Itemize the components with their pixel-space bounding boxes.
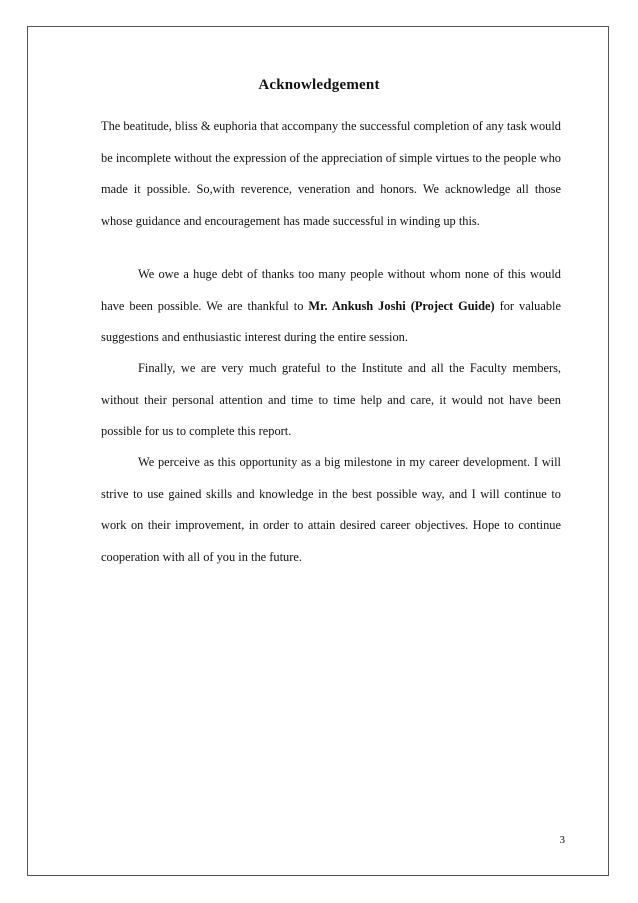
paragraph-intro: The beatitude, bliss & euphoria that accompany the successful completion of any task would be incomplete without the expression of the appreciation of simple virtues to the people who made it possible. So,with reverence, veneration and honors. We acknowledge all those whose guidance and encouragement has made successful in winding up this. bbox=[101, 119, 561, 228]
paragraph-thanks-guide-text-end: for valuable suggestions and enthusiastic interest during the entire session. bbox=[101, 298, 561, 344]
project-guide-name: Mr. Ankush Joshi (Project Guide) bbox=[308, 298, 495, 313]
paragraph-career: We perceive as this opportunity as a big milestone in my career development. I will strive to use gained skills and knowledge in the best possible way, and I will continue to work on their improvement, in order to attain desired career objectives. Hope to continue cooperation with all of you in the future. bbox=[101, 455, 561, 564]
page-number: 3 bbox=[559, 834, 565, 846]
paragraph-thanks-guide bbox=[101, 259, 561, 354]
paragraph-thanks-guide-text-start: We owe a huge debt of thanks too many people without whom none of this would have been possible. We are thankful to bbox=[101, 267, 561, 313]
page-title: Acknowledgement bbox=[258, 77, 380, 93]
paragraph-institute: Finally, we are very much grateful to the Institute and all the Faculty members, without their personal attention and time to time help and care, it would not have been possible for us to complete this report. bbox=[101, 361, 561, 438]
